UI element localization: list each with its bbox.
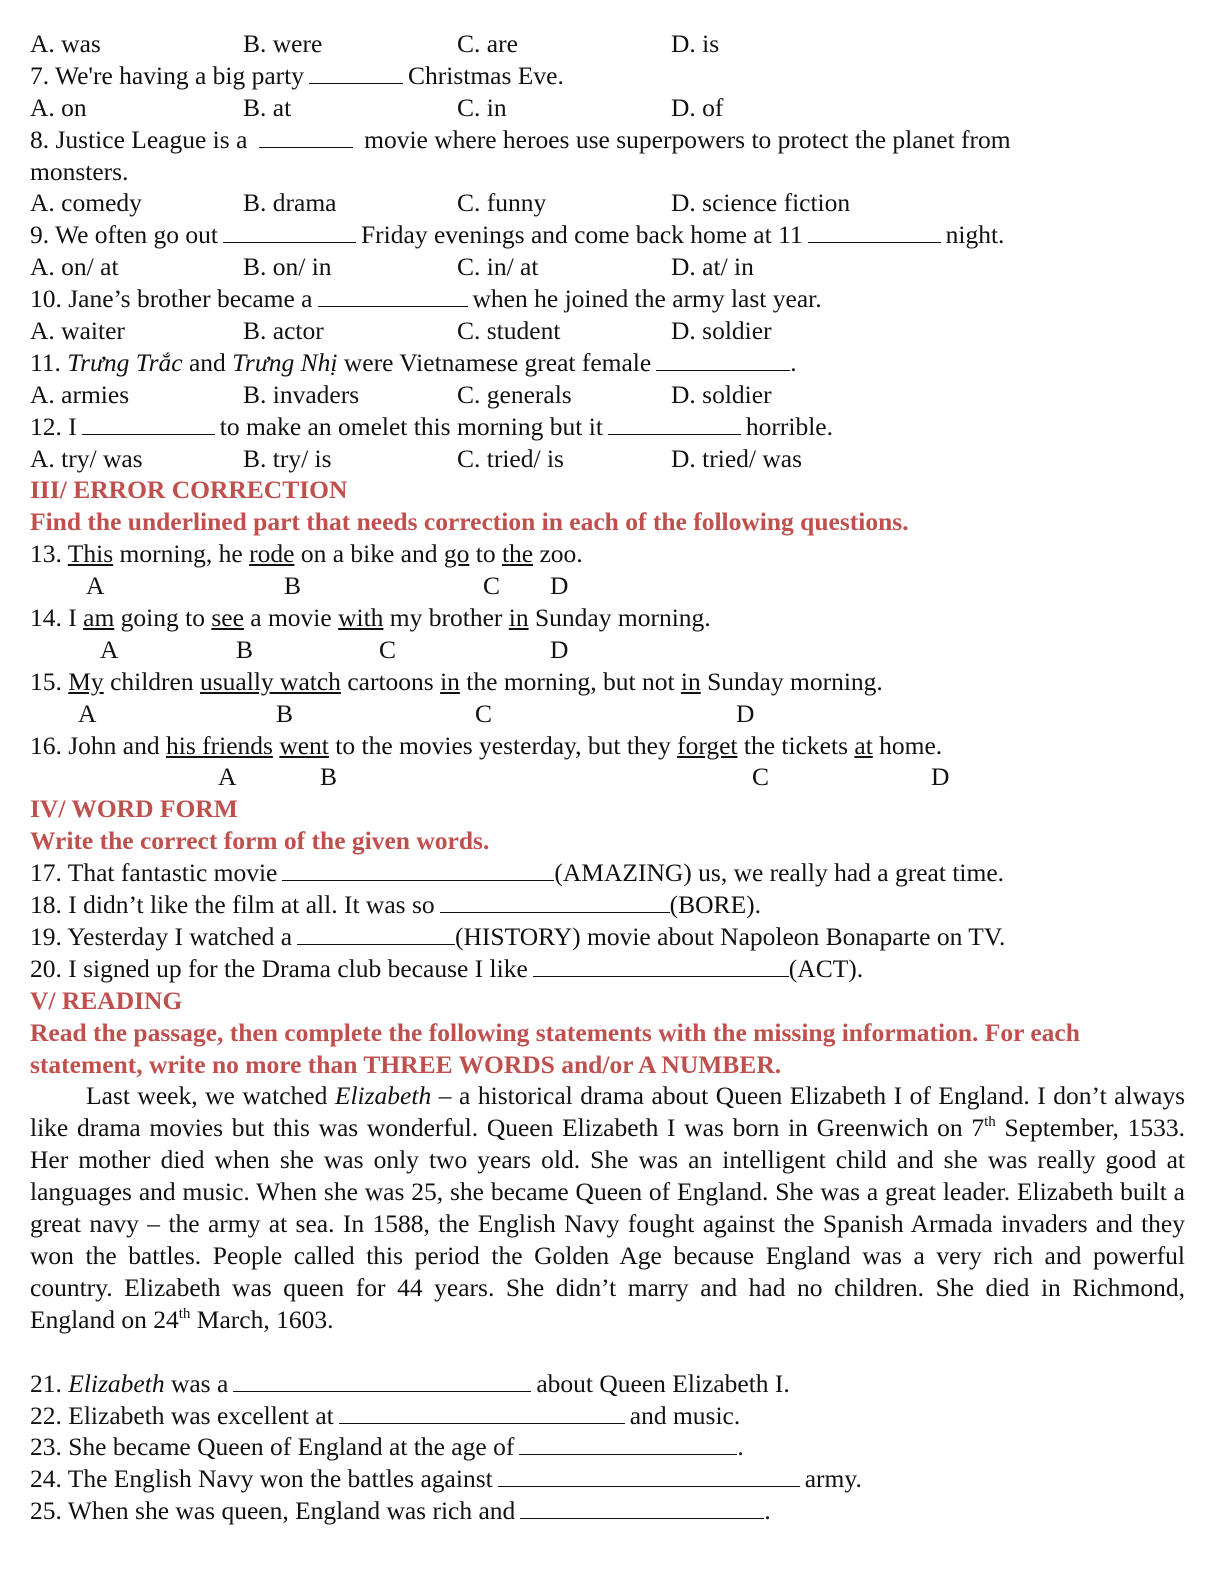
- section-instruction: Write the correct form of the given words.: [30, 826, 490, 856]
- q21-number: 21.: [30, 1368, 62, 1398]
- letter-a: A: [78, 698, 97, 728]
- movie-title: Elizabeth: [334, 1081, 432, 1111]
- q19-text: 19. Yesterday I watched a: [30, 921, 293, 951]
- question-9: [30, 219, 1185, 251]
- q13-letters: [30, 570, 1185, 602]
- passage-text: Last week, we watched: [86, 1081, 328, 1111]
- option-b: B. try/ is: [243, 443, 332, 473]
- section-heading: IV/ WORD FORM: [30, 794, 238, 824]
- q10-text: 10. Jane’s brother became a: [30, 284, 313, 314]
- q7-text-end: Christmas Eve.: [408, 60, 564, 90]
- q25-text-end: .: [764, 1496, 771, 1526]
- q13-text: morning, he: [119, 539, 243, 569]
- q11-name: Trưng Nhị: [232, 347, 338, 377]
- q21-text-end: about Queen Elizabeth I.: [536, 1368, 790, 1398]
- question-18: [30, 889, 1185, 921]
- question-11: [30, 347, 1185, 379]
- answer-blank[interactable]: [297, 922, 455, 945]
- q17-text: 17. That fantastic movie: [30, 858, 278, 888]
- question-20: [30, 953, 1185, 985]
- option-a: A. was: [30, 29, 101, 58]
- answer-blank[interactable]: [82, 412, 215, 435]
- question-14: [30, 602, 1185, 634]
- option-d: D. at/ in: [671, 252, 754, 282]
- section-heading: V/ READING: [30, 985, 183, 1015]
- q16-text: home.: [879, 730, 943, 760]
- question-12: [30, 411, 1185, 443]
- question-24: [30, 1463, 1185, 1495]
- q7-options: [30, 92, 1185, 124]
- question-25: [30, 1495, 1185, 1527]
- q15-number: 15.: [30, 666, 62, 696]
- answer-blank[interactable]: [309, 61, 403, 84]
- letter-c: C: [475, 698, 493, 728]
- answer-blank[interactable]: [498, 1464, 800, 1487]
- q11-period: .: [790, 347, 797, 377]
- option-b: B. drama: [243, 188, 337, 218]
- q14-text: going to: [120, 603, 205, 633]
- option-b: B. were: [243, 29, 323, 58]
- option-a: A. on/ at: [30, 252, 119, 282]
- letter-d: D: [550, 571, 569, 601]
- answer-blank[interactable]: [282, 858, 554, 881]
- letter-c: C: [379, 634, 397, 664]
- answer-blank[interactable]: [339, 1401, 625, 1424]
- answer-blank[interactable]: [533, 954, 789, 977]
- option-d: D. tried/ was: [671, 443, 803, 473]
- underlined-part-c: with: [338, 603, 384, 633]
- passage-text: September, 1533. Her mother died when she was only two years old. She was an intelligent child and she was really good at languages and music. When she was 25, she became Queen of England. She was a great leader. Elizabeth built a great navy – the army at sea. In 1588, the English Navy fought against the Spanish Armada invaders and they won the battles. People called this period the Golden Age because England was a very rich and powerful country. Elizabeth was queen for 44 years. She didn’t marry and had no children. She died in Richmond, England on 24: [30, 1113, 1186, 1334]
- q14-letters: [30, 634, 1185, 666]
- q24-text-end: army.: [804, 1464, 862, 1494]
- q10-options: [30, 315, 1185, 347]
- section-heading: III/ ERROR CORRECTION: [30, 475, 348, 505]
- option-c: C. student: [457, 316, 561, 346]
- q21-text: was a: [170, 1368, 229, 1398]
- q8-text: 8. Justice League is a: [30, 124, 248, 154]
- q25-text: 25. When she was queen, England was rich and: [30, 1496, 516, 1526]
- q12-text-mid: to make an omelet this morning but it: [219, 411, 603, 441]
- q23-text: 23. She became Queen of England at the age of: [30, 1432, 515, 1462]
- q14-text: Sunday morning.: [535, 603, 711, 633]
- underlined-part-b: rode: [249, 539, 295, 569]
- option-d: D. is: [671, 29, 720, 58]
- option-c: C. tried/ is: [457, 443, 564, 473]
- q8-options: [30, 187, 1185, 219]
- q11-number: 11.: [30, 347, 61, 377]
- q14-number: 14. I: [30, 603, 77, 633]
- letter-b: B: [320, 762, 338, 792]
- q9-text: 9. We often go out: [30, 220, 218, 250]
- letter-a: A: [100, 634, 119, 664]
- q15-text: cartoons: [347, 666, 434, 696]
- letter-d: D: [550, 634, 569, 664]
- answer-blank[interactable]: [223, 220, 356, 243]
- letter-c: C: [483, 571, 501, 601]
- option-d: D. science fiction: [671, 188, 851, 218]
- option-b: B. at: [243, 92, 292, 122]
- option-a: A. on: [30, 92, 87, 122]
- option-a: A. try/ was: [30, 443, 143, 473]
- answer-blank[interactable]: [608, 412, 741, 435]
- underlined-part-d: in: [680, 666, 701, 696]
- option-d: D. of: [671, 92, 724, 122]
- q11-text-end: were Vietnamese great female: [343, 347, 652, 377]
- answer-blank[interactable]: [440, 890, 670, 913]
- ordinal-suffix: th: [178, 1305, 191, 1322]
- option-a: A. waiter: [30, 316, 125, 346]
- underlined-part-c: forget: [677, 730, 738, 760]
- option-d: D. soldier: [671, 316, 772, 346]
- underlined-part-a: am: [83, 603, 115, 633]
- option-d: D. soldier: [671, 379, 772, 409]
- worksheet-page: [30, 28, 1185, 1527]
- letter-d: D: [931, 762, 950, 792]
- q12-text-end: horrible.: [745, 411, 834, 441]
- q15-letters: [30, 698, 1185, 730]
- q9-text-mid: Friday evenings and come back home at 11: [361, 220, 803, 250]
- question-16: [30, 730, 1185, 762]
- q22-text-end: and music.: [629, 1400, 741, 1430]
- underlined-part-c: in: [440, 666, 460, 696]
- q11-text: and: [188, 347, 226, 377]
- underlined-part-b: see: [211, 603, 244, 633]
- question-22: [30, 1400, 1185, 1432]
- option-c: C. funny: [457, 188, 547, 218]
- q12-options: [30, 443, 1185, 475]
- underlined-part-a: his friends: [166, 730, 273, 760]
- underlined-part-d: at: [854, 730, 873, 760]
- q20-text: 20. I signed up for the Drama club because I like: [30, 953, 528, 983]
- question-15: [30, 666, 1185, 698]
- answer-blank[interactable]: [656, 348, 790, 371]
- q18-text: 18. I didn’t like the film at all. It was so: [30, 890, 435, 920]
- q9-options: [30, 251, 1185, 283]
- q18-text-end: (BORE).: [669, 890, 762, 920]
- q15-text: the morning, but not: [466, 666, 675, 696]
- letter-a: A: [218, 762, 237, 792]
- q12-text: 12. I: [30, 411, 77, 441]
- movie-title: Elizabeth: [68, 1368, 165, 1398]
- option-b: B. actor: [243, 316, 324, 346]
- question-13: [30, 538, 1185, 570]
- reading-passage: [30, 1080, 1185, 1335]
- option-b: B. on/ in: [243, 252, 332, 282]
- q22-text: 22. Elizabeth was excellent at: [30, 1400, 334, 1430]
- q13-text: zoo.: [539, 539, 583, 569]
- ordinal-suffix: th: [984, 1114, 996, 1131]
- letter-b: B: [236, 634, 254, 664]
- q19-text-end: (HISTORY) movie about Napoleon Bonaparte on TV.: [455, 921, 1006, 951]
- letter-a: A: [86, 571, 105, 601]
- underlined-part-d: in: [508, 603, 529, 633]
- underlined-part-c: go: [443, 539, 470, 569]
- q10-text-end: when he joined the army last year.: [472, 284, 822, 314]
- q11-options: [30, 379, 1185, 411]
- q13-text: on a bike and: [300, 539, 438, 569]
- letter-b: B: [284, 571, 302, 601]
- q16-number: 16. John and: [30, 730, 160, 760]
- letter-c: C: [752, 762, 770, 792]
- q15-text: children: [110, 666, 194, 696]
- q16-text: the tickets: [743, 730, 848, 760]
- passage-text: – a historical drama about Queen Elizabeth I of England. I don’t always like drama movies but this was wonderful. Queen Elizabeth I was born in Greenwich on 7: [30, 1081, 1185, 1143]
- option-a: A. armies: [30, 379, 130, 409]
- q24-text: 24. The English Navy won the battles against: [30, 1464, 493, 1494]
- q9-text-end: night.: [945, 220, 1005, 250]
- question-8: [30, 124, 1185, 156]
- underlined-part-a: My: [68, 666, 104, 696]
- q16-letters: [30, 761, 1185, 793]
- q13-number: 13.: [30, 539, 62, 569]
- question-21: [30, 1368, 1185, 1400]
- question-19: [30, 921, 1185, 953]
- letter-d: D: [736, 698, 755, 728]
- section-instruction: statement, write no more than THREE WORDS and/or A NUMBER.: [30, 1049, 782, 1079]
- q23-text-end: .: [737, 1432, 744, 1462]
- question-7: [30, 60, 1185, 92]
- answer-blank[interactable]: [520, 1496, 764, 1519]
- option-c: C. in: [457, 92, 507, 122]
- option-c: C. are: [457, 29, 518, 58]
- answer-blank[interactable]: [233, 1369, 531, 1392]
- q16-text: to the movies yesterday, but they: [335, 730, 671, 760]
- underlined-part-b: went: [279, 730, 329, 760]
- option-b: B. invaders: [243, 379, 360, 409]
- q20-text-end: (ACT).: [788, 953, 864, 983]
- underlined-part-a: This: [67, 539, 114, 569]
- answer-blank[interactable]: [519, 1432, 737, 1455]
- question-23: [30, 1431, 1185, 1463]
- q17-text-end: (AMAZING) us, we really had a great time.: [554, 858, 1005, 888]
- underlined-part-b: usually watch: [200, 666, 341, 696]
- q11-name: Trưng Trắc: [67, 347, 183, 377]
- q7-text: 7. We're having a big party: [30, 60, 304, 90]
- section-instruction: Find the underlined part that needs correction in each of the following questions.: [30, 507, 909, 537]
- q8-continuation: monsters.: [30, 156, 129, 186]
- question-10: [30, 283, 1185, 315]
- q6-options: [30, 28, 1185, 60]
- letter-b: B: [276, 698, 294, 728]
- q8-text-end: movie where heroes use superpowers to protect the planet from: [364, 124, 1011, 154]
- q15-text: Sunday morning.: [707, 666, 883, 696]
- q14-text: my brother: [389, 603, 503, 633]
- option-a: A. comedy: [30, 188, 142, 218]
- option-c: C. generals: [457, 379, 572, 409]
- underlined-part-d: the: [501, 539, 534, 569]
- section-instruction: Read the passage, then complete the following statements with the missing information. For each: [30, 1017, 1080, 1047]
- answer-blank[interactable]: [318, 284, 468, 307]
- passage-text: March, 1603.: [196, 1304, 334, 1334]
- answer-blank[interactable]: [808, 220, 941, 243]
- q14-text: a movie: [250, 603, 332, 633]
- question-17: [30, 857, 1185, 889]
- answer-blank[interactable]: [259, 125, 353, 148]
- option-c: C. in/ at: [457, 252, 539, 282]
- q13-text: to: [475, 539, 496, 569]
